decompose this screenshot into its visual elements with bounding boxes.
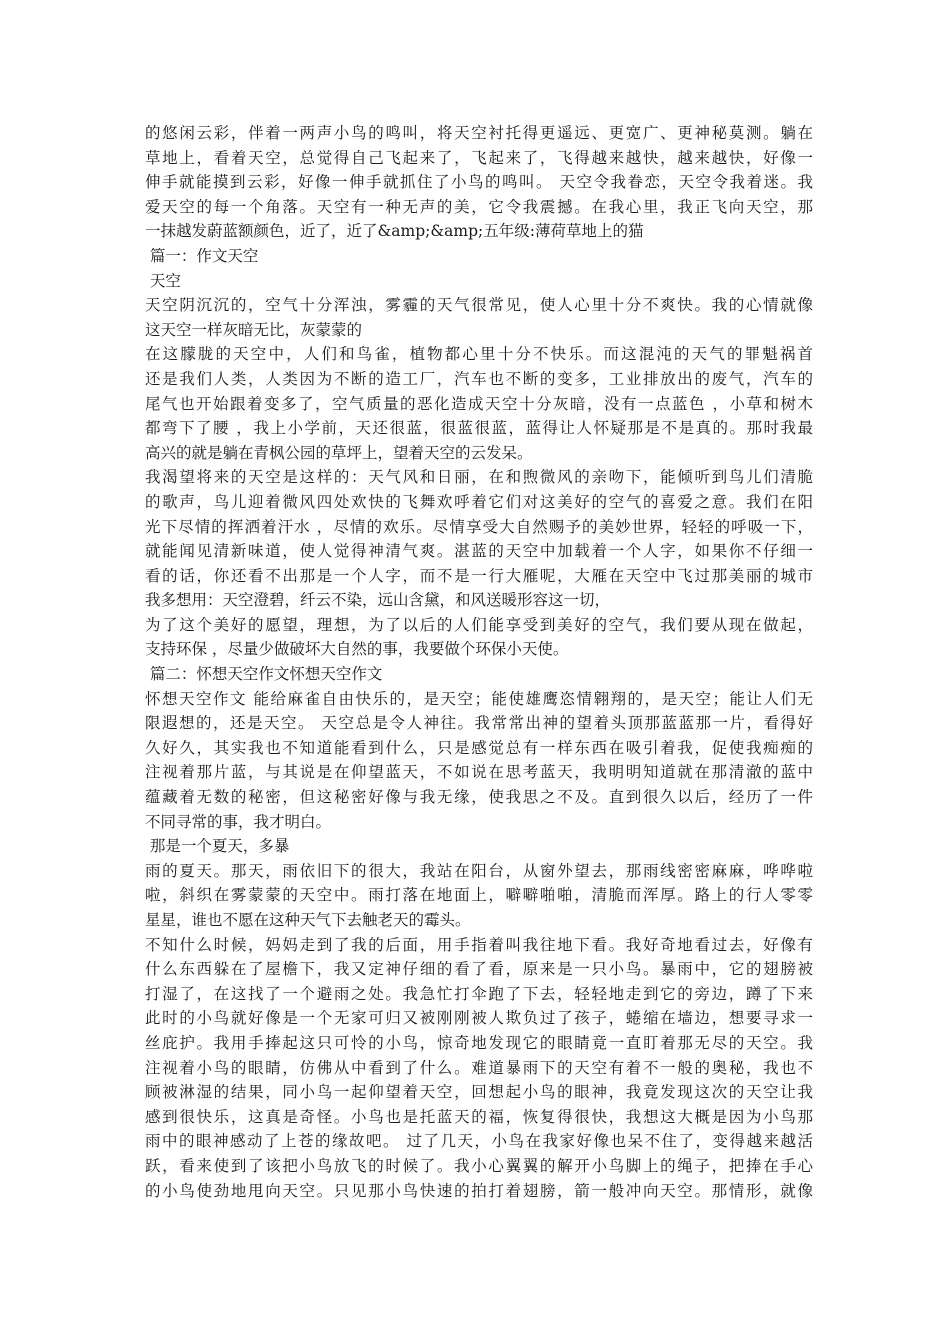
text-line: 感到很快乐，这真是奇怪。小鸟也是托蓝天的福，恢复得很快，我想这大概是因为小鸟那: [145, 1107, 813, 1126]
text-line: 此时的小鸟就好像是一个无家可归又被刚刚被人欺负过了孩子，蜷缩在墙边，想要寻求一: [145, 1009, 813, 1028]
text-line: 篇一：作文天空: [145, 246, 259, 265]
text-line: 跃，看来使到了该把小鸟放飞的时候了。我小心翼翼的解开小鸟脚上的绳子，把捧在手心: [145, 1156, 813, 1175]
text-line: 雨中的眼神感动了上苍的缘故吧。 过了几天，小鸟在我家好像也呆不住了，变得越来越活: [145, 1132, 813, 1151]
text-line: 注视着小鸟的眼睛，仿佛从中看到了什么。难道暴雨下的天空有着不一般的奥秘，我也不: [145, 1058, 813, 1077]
text-line: 注视着那片蓝，与其说是在仰望蓝天，不如说在思考蓝天，我明明知道就在那清澈的蓝中: [145, 763, 813, 782]
text-line: 高兴的就是躺在青枫公园的草坪上，望着天空的云发呆。: [145, 443, 533, 462]
text-line: 尾气也开始跟着变多了，空气质量的恶化造成天空十分灰暗，没有一点蓝色 ，小草和树木: [145, 394, 813, 413]
text-line: 还是我们人类，人类因为不断的造工厂，汽车也不断的变多，工业排放出的废气，汽车的: [145, 369, 813, 388]
text-line: 天空: [145, 271, 181, 290]
text-line: 光下尽情的挥洒着汗水 ，尽情的欢乐。尽情享受大自然赐予的美妙世界，轻轻的呼吸一下，: [145, 517, 813, 536]
text-line: 都弯下了腰 ，我上小学前，天还很蓝，很蓝很蓝，蓝得让人怀疑那是不是真的。那时我最: [145, 419, 813, 438]
text-line: 雨的夏天。那天，雨依旧下的很大，我站在阳台，从窗外望去，那雨线密密麻麻，哗哗啦: [145, 861, 813, 880]
text-line: 看的话，你还看不出那是一个人字，而不是一行大雁呢，大雁在天空中飞过那美丽的城市: [145, 566, 813, 585]
text-line: 这天空一样灰暗无比，灰蒙蒙的: [145, 320, 363, 339]
text-line: 顾被淋湿的结果，同小鸟一起仰望着天空，回想起小鸟的眼神，我竟发现这次的天空让我: [145, 1083, 813, 1102]
text-line: 啦，斜织在雾蒙蒙的天空中。雨打落在地面上，噼噼啪啪，清脆而浑厚。路上的行人零零: [145, 886, 813, 905]
text-line: 一抹越发蔚蓝额颜色，近了，近了&amp;&amp;五年级:薄荷草地上的猫: [145, 222, 644, 241]
text-line: 久好久，其实我也不知道能看到什么，只是感觉总有一样东西在吸引着我，促使我痴痴的: [145, 738, 813, 757]
text-line: 爱天空的每一个角落。天空有一种无声的美，它令我震撼。在我心里，我正飞向天空，那: [145, 197, 813, 216]
text-line: 丝庇护。我用手捧起这只可怜的小鸟，惊奇地发现它的眼睛竟一直盯着那无尽的天空。我: [145, 1033, 813, 1052]
text-line: 怀想天空作文 能给麻雀自由快乐的，是天空；能使雄鹰恣情翱翔的，是天空；能让人们无: [145, 689, 813, 708]
text-line: 那是一个夏天，多暴: [145, 837, 290, 856]
text-line: 草地上，看着天空，总觉得自己飞起来了，飞起来了，飞得越来越快，越来越快，好像一: [145, 148, 813, 167]
text-line: 的悠闲云彩，伴着一两声小鸟的鸣叫，将天空衬托得更遥远、更宽广、更神秘莫测。躺在: [145, 124, 813, 142]
document-body: [145, 121, 813, 1203]
text-line: 不同寻常的事，我才明白。: [145, 812, 332, 831]
text-line: 篇二：怀想天空作文怀想天空作文: [145, 665, 383, 684]
text-line: 限遐想的，还是天空。 天空总是令人神往。我常常出神的望着头顶那蓝蓝那一片，看得好: [145, 714, 813, 733]
text-line: 就能闻见清新味道，使人觉得神清气爽。湛蓝的天空中加载着一个人字，如果你不仔细一: [145, 542, 813, 561]
text-line: 的歌声，鸟儿迎着微风四处欢快的飞舞欢呼着它们对这美好的空气的喜爱之意。我们在阳: [145, 492, 813, 511]
text-line: 星星，谁也不愿在这种天气下去触老天的霉头。: [145, 911, 471, 929]
text-line: 不知什么时候，妈妈走到了我的后面，用手指着叫我往地下看。我好奇地看过去，好像有: [145, 935, 813, 954]
text-line: 什么东西躲在了屋檐下，我又定神仔细的看了看，原来是一只小鸟。暴雨中，它的翅膀被: [145, 960, 813, 979]
text-line: 我多想用：天空澄碧，纤云不染，远山含黛，和风送暖形容这一切，: [145, 591, 611, 610]
text-line: 为了这个美好的愿望，理想，为了以后的人们能享受到美好的空气，我们要从现在做起，: [145, 615, 813, 634]
text-line: 支持环保 ，尽量少做破坏大自然的事，我要做个环保小天使。: [145, 640, 569, 659]
text-line: 伸手就能摸到云彩，好像一伸手就抓住了小鸟的鸣叫。 天空令我眷恋，天空令我着迷。我: [145, 173, 813, 192]
text-line: 的小鸟使劲地甩向天空。只见那小鸟快速的拍打着翅膀，箭一般冲向天空。那情形，就像: [145, 1181, 813, 1200]
text-line: 我渴望将来的天空是这样的：天气风和日丽，在和煦微风的亲吻下，能倾听到鸟儿们清脆: [145, 468, 813, 487]
text-line: 在这朦胧的天空中，人们和鸟雀，植物都心里十分不快乐。而这混沌的天气的罪魁祸首: [145, 345, 813, 364]
text-line: 蕴藏着无数的秘密，但这秘密好像与我无缘，使我思之不及。直到很久以后，经历了一件: [145, 788, 813, 807]
text-line: 打湿了，在这找了一个避雨之处。我急忙打伞跑了下去，轻轻地走到它的旁边，蹲了下来: [145, 984, 813, 1003]
text-line: 天空阴沉沉的，空气十分浑浊，雾霾的天气很常见，使人心里十分不爽快。我的心情就像: [145, 296, 813, 315]
